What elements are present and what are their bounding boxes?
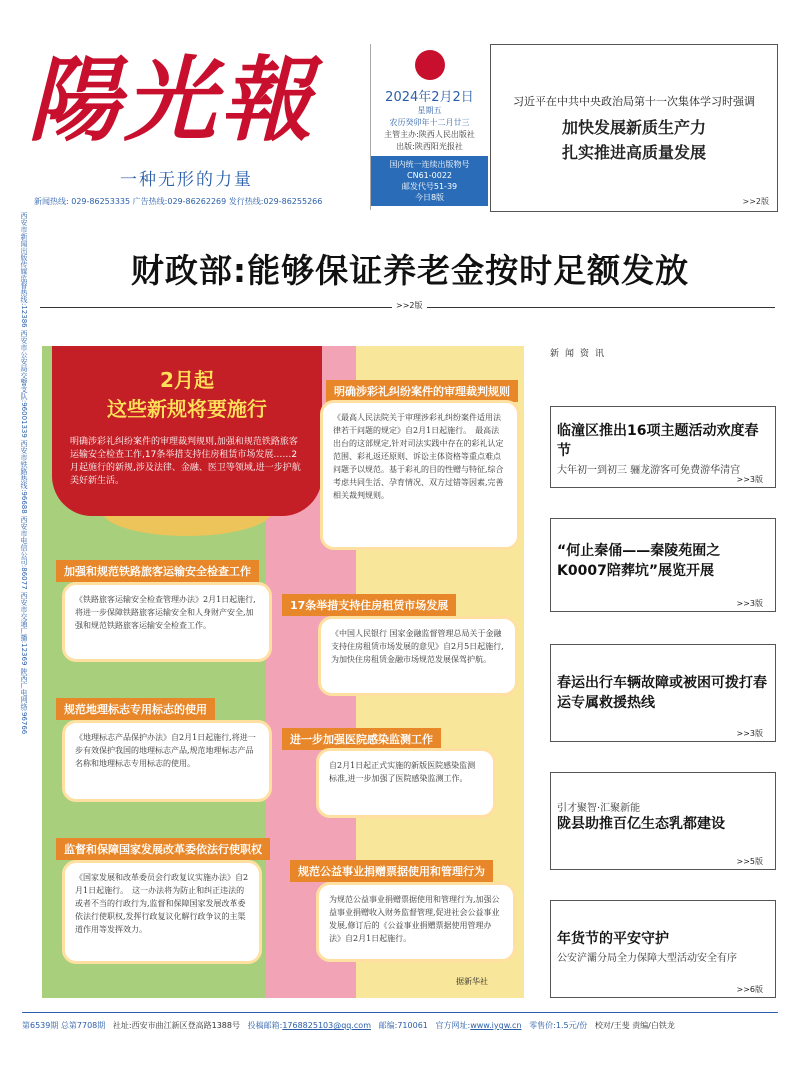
issue-date: 2024年2月2日: [385, 90, 474, 105]
section-title: 规范公益事业捐赠票据使用和管理行为: [290, 860, 493, 882]
newspaper-logo: 陽光報: [28, 46, 317, 154]
section-card: 《地理标志产品保护办法》自2月1日起施行,将进一步有效保护我国的地理标志产品,规范地理标志产品名称和地理标志专用标志的使用。: [62, 720, 272, 802]
section-title: 加强和规范铁路旅客运输安全检查工作: [56, 560, 259, 582]
news-more[interactable]: >>6版: [736, 985, 763, 994]
top-story-line2: 加快发展新质生产力: [561, 118, 706, 137]
sponsor: 主管主办:陕西人民出版社: [384, 130, 475, 139]
issn-label: 国内统一连续出版物号: [389, 160, 470, 169]
sun-logo-icon: [415, 50, 445, 80]
news-title: 年货节的平安守护: [557, 931, 669, 947]
infographic-title1: 2月起: [160, 368, 214, 392]
news-item[interactable]: [550, 900, 776, 998]
news-item[interactable]: [550, 406, 776, 488]
news-more[interactable]: >>3版: [736, 475, 763, 484]
footer: [22, 1020, 782, 1031]
infographic: [42, 346, 524, 998]
news-item[interactable]: [550, 518, 776, 612]
top-story[interactable]: [490, 44, 778, 212]
site-label: 官方网址:: [435, 1021, 471, 1030]
news-more[interactable]: >>3版: [736, 599, 763, 608]
top-story-line1: 习近平在中共中央政治局第十一次集体学习时强调: [513, 95, 755, 108]
side-strip: 西安市新闻出版传媒监督热线:12386 西安市公安局交警支队:96001339 西安市铁路热线:96688 西安市电信公司:86077 西安市交通广播:12369 陕西广电网络:96766: [20, 212, 28, 735]
address: 社址:西安市曲江新区登高路1388号: [112, 1021, 240, 1030]
section-card: 《铁路旅客运输安全检查管理办法》2月1日起施行,将进一步保障铁路旅客运输安全和人身财产安全,加强和规范铁路旅客运输安全检查工作。: [62, 582, 272, 662]
headline[interactable]: 财政部:能够保证养老金按时足额发放: [130, 251, 690, 290]
email-link[interactable]: 1768825103@qq.com: [282, 1021, 371, 1030]
news-item[interactable]: [550, 644, 776, 742]
news-title: 陇县助推百亿生态乳都建设: [557, 816, 725, 832]
news-subtitle: 公安浐灞分局全力保障大型活动安全有序: [557, 953, 737, 964]
section-title: 明确涉彩礼纠纷案件的审理裁判规则: [326, 380, 518, 402]
section-card: 《最高人民法院关于审理涉彩礼纠纷案件适用法律若干问题的规定》自2月1日起施行。 最高法出台的这部规定,针对司法实践中存在的彩礼认定范围、彩礼返还原则、诉讼主体资格等重点难点问题予以规范。基于彩礼的目的性赠与特征,综合考虑共同生活、孕育情况、双方过错等因素,完善相关裁判规则。: [320, 400, 520, 550]
weekday: 星期五: [417, 106, 442, 115]
news-section-label: 新闻资讯: [550, 349, 611, 359]
news-item[interactable]: [550, 772, 776, 870]
price: 零售价:1.5元/份: [529, 1021, 588, 1030]
issue-number: 第6539期 总第7708期: [22, 1021, 106, 1030]
news-subtitle: 大年初一到初三 骊龙游客可免费游华清宫: [557, 465, 741, 476]
editors: 校对/王斐 责编/白铁龙: [594, 1021, 675, 1030]
news-title: “何止秦俑——秦陵苑囿之K0007陪葬坑”展览开展: [557, 543, 721, 579]
section-card: 《国家发展和改革委员会行政复议实施办法》自2月1日起施行。 这一办法将为防止和纠正违法的或者不当的行政行为,监督和保障国家发展改革委依法行使职权,发挥行政复议化解行政争议的主渠道作用等发挥效力。: [62, 860, 262, 964]
website-link[interactable]: www.iygw.cn: [470, 1021, 522, 1030]
infographic-intro: 明确涉彩礼纠纷案件的审理裁判规则,加强和规范铁路旅客运输安全检查工作,17条举措支持住房租赁市场发展……2月起施行的新规,涉及法律、金融、医卫等领域,进一步护航美好新生活。: [70, 437, 301, 486]
page-count: 今日8版: [414, 193, 445, 202]
email-label: 投稿邮箱:: [247, 1021, 283, 1030]
section-card: 自2月1日起正式实施的新版医院感染监测标准,进一步加强了医院感染监测工作。: [316, 748, 496, 818]
news-title: 春运出行车辆故障或被困可拨打春运专属救援热线: [557, 675, 767, 711]
infographic-title2: 这些新规将要施行: [107, 397, 267, 421]
section-card: 《中国人民银行 国家金融监督管理总局关于金融支持住房租赁市场发展的意见》自2月5日起施行,为加快住房租赁金融市场规范发展保驾护航。: [318, 616, 518, 696]
news-more[interactable]: >>3版: [736, 729, 763, 738]
publication-codes: [371, 156, 488, 206]
lunar-date: 农历癸卯年十二月廿三: [389, 118, 470, 127]
slogan: 一种无形的力量: [120, 170, 253, 190]
news-title: 临潼区推出16项主题活动欢度春节: [557, 423, 759, 459]
postal-code: 邮发代号51-39: [401, 182, 458, 191]
news-more[interactable]: >>5版: [736, 857, 763, 866]
section-title: 监督和保障国家发展改革委依法行使职权: [56, 838, 270, 860]
section-card: 为规范公益事业捐赠票据使用和管理行为,加强公益事业捐赠收入财务监督管理,促进社会公益事业发展,修订后的《公益事业捐赠票据使用管理办法》自2月1日起施行。: [316, 882, 516, 962]
footer-rule: [22, 1012, 778, 1013]
news-kicker: 引才聚智·汇聚新能: [557, 803, 641, 814]
section-title: 进一步加强医院感染监测工作: [282, 728, 441, 750]
zip-code: 邮编:710061: [378, 1021, 428, 1030]
section-title: 17条举措支持住房租赁市场发展: [282, 594, 456, 616]
section-title: 规范地理标志专用标志的使用: [56, 698, 215, 720]
top-story-more[interactable]: >>2版: [742, 197, 769, 206]
cn-number: CN61-0022: [407, 171, 452, 180]
issue-info: [370, 44, 488, 210]
top-story-line3: 扎实推进高质量发展: [561, 143, 706, 162]
publisher: 出版:陕西阳光报社: [396, 142, 463, 151]
headline-more[interactable]: >>2版: [392, 300, 427, 311]
hotlines: 新闻热线: 029-86253335 广告热线:029-86262269 发行热线:029-86255266: [34, 197, 323, 206]
infographic-header: [52, 346, 322, 516]
infographic-source: 据新华社: [456, 977, 488, 986]
